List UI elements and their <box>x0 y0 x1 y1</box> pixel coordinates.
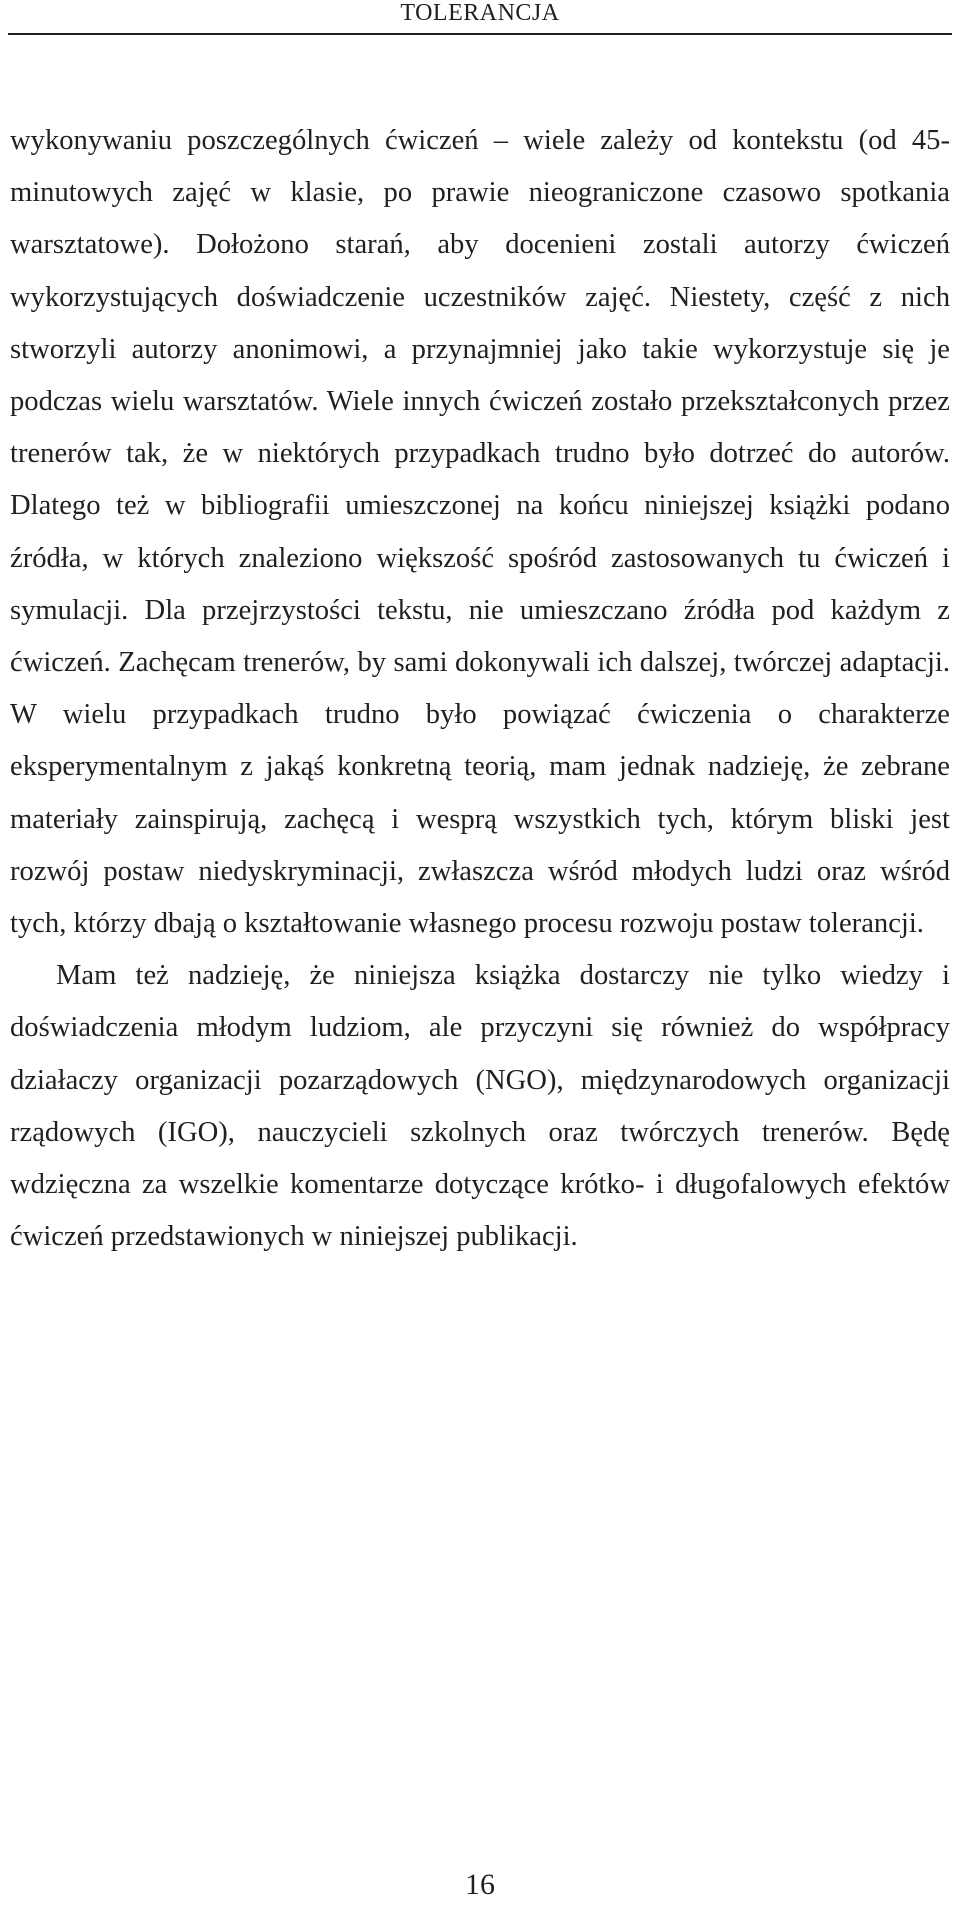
paragraph: wykonywaniu poszczególnych ćwiczeń – wiele zależy od kontekstu (od 45-minutowych zajęć w klasie, po prawie nieograniczone czasowo spotkania warsztatowe). Dołożono starań, aby docenieni zostali autorzy ćwiczeń wykorzystujących doświadczenie uczestników zajęć. Niestety, część z nich stworzyli autorzy anonimowi, a przynajmniej jako takie wykorzystuje się je podczas wielu warsztatów. Wiele innych ćwiczeń zostało przekształconych przez trenerów tak, że w niektórych przypadkach trudno było dotrzeć do autorów. Dlatego też w bibliografii umieszczonej na końcu niniejszej książki podano źródła, w których znaleziono większość spośród zastosowanych tu ćwiczeń i symulacji. Dla przejrzystości tekstu, nie umieszczano źródła pod każdym z ćwiczeń. Zachęcam trenerów, by sami dokonywali ich dalszej, twórczej adaptacji. W wielu przypadkach trudno było powiązać ćwiczenia o charakterze eksperymentalnym z jakąś konkretną teorią, mam jednak nadzieję, że zebrane materiały zainspirują, zachęcą i wesprą wszystkich tych, którym bliski jest rozwój postaw niedyskryminacji, zwłaszcza wśród młodych ludzi oraz wśród tych, którzy dbają o kształtowanie własnego procesu rozwoju postaw tolerancji. <box>10 125 950 940</box>
body-text <box>10 115 950 1263</box>
running-title: TOLERANCJA <box>400 0 560 26</box>
paragraph: Mam też nadzieję, że niniejsza książka dostarczy nie tylko wiedzy i doświadczenia młodym ludziom, ale przyczyni się również do współpracy działaczy organizacji pozarządowych (NGO), międzynarodowych organizacji rządowych (IGO), nauczycieli szkolnych oraz twórczych trenerów. Będę wdzięczna za wszelkie komentarze dotyczące krótko- i długofalowych efektów ćwiczeń przedstawionych w niniejszej publikacji. <box>10 960 950 1253</box>
page-number: 16 <box>465 1868 495 1901</box>
running-header <box>8 0 952 35</box>
